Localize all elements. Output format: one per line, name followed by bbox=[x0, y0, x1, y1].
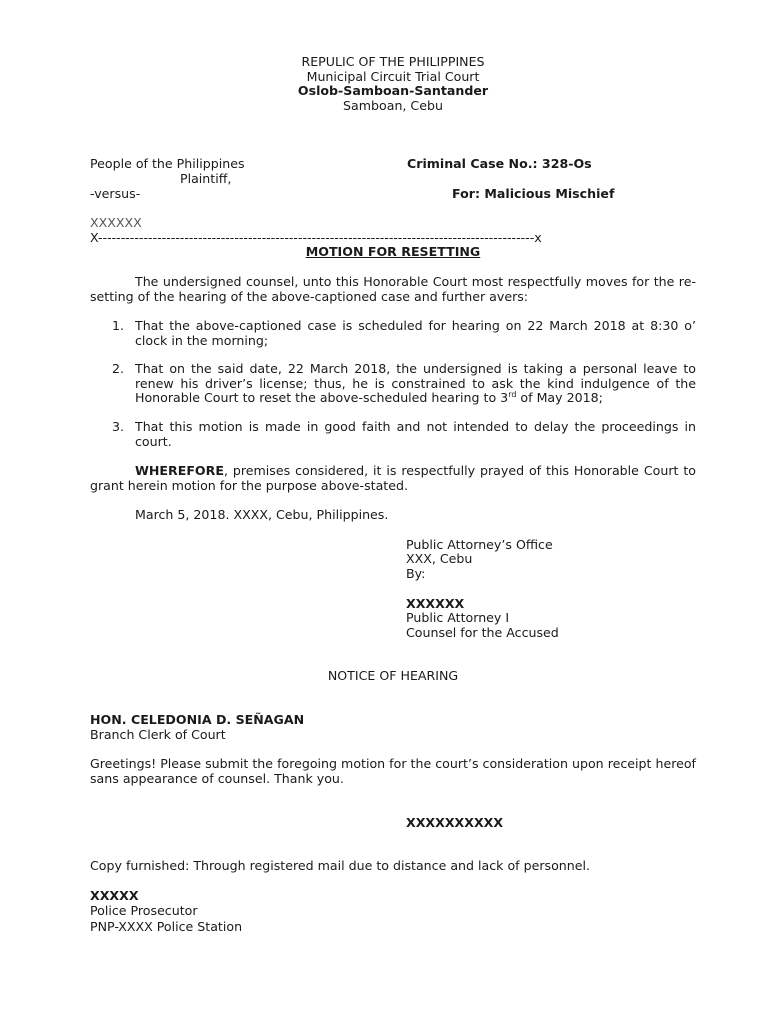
notice-addressee-name: HON. CELEDONIA D. SEÑAGAN bbox=[90, 712, 305, 727]
list-item-text-tail: of May 2018; bbox=[516, 390, 603, 406]
copy-recipient-name: XXXXX bbox=[90, 888, 139, 903]
signatory-name: XXXXXX bbox=[406, 596, 465, 611]
list-item-text-main: That on the said date, 22 March 2018, the undersigned is taking a personal leave to renew his driver’s license; thus, he is constrained to ask the kind indulgence of the Honorable Court to reset the above-scheduled hearing to 3 bbox=[135, 361, 696, 406]
copy-recipient-title: Police Prosecutor bbox=[90, 903, 198, 918]
header-court: Municipal Circuit Trial Court bbox=[306, 69, 480, 84]
notice-body: Greetings! Please submit the foregoing motion for the court’s consideration upon receipt hereof sans appearance of counsel. Thank you. bbox=[90, 756, 696, 786]
plaintiff-role: Plaintiff, bbox=[180, 171, 232, 186]
wherefore-paragraph bbox=[90, 464, 696, 493]
ordinal-suffix: rd bbox=[508, 390, 517, 399]
list-item-text bbox=[135, 362, 696, 406]
header-republic: REPULIC OF THE PHILIPPINES bbox=[301, 54, 485, 69]
wherefore-text: , premises considered, it is respectfully prayed of this Honorable Court to grant herein motion for the purpose above-stated. bbox=[90, 463, 696, 493]
signatory-role: Counsel for the Accused bbox=[406, 625, 559, 640]
notice-title: NOTICE OF HEARING bbox=[327, 668, 459, 683]
list-item-number: 1. bbox=[112, 318, 125, 333]
signatory-by: By: bbox=[406, 566, 426, 581]
case-number: Criminal Case No.: 328-Os bbox=[407, 156, 592, 171]
versus-label: -versus- bbox=[90, 186, 141, 201]
intro-paragraph: The undersigned counsel, unto this Honorable Court most respectfully moves for the re-setting of the hearing of the above-captioned case and further avers: bbox=[90, 274, 696, 304]
wherefore-keyword: WHEREFORE bbox=[135, 463, 224, 478]
signatory-office: Public Attorney’s Office bbox=[406, 537, 553, 552]
copy-furnished: Copy furnished: Through registered mail due to distance and lack of personnel. bbox=[90, 858, 591, 873]
list-item-text: That the above-captioned case is scheduled for hearing on 22 March 2018 at 8:30 o’ clock in the morning; bbox=[135, 318, 696, 348]
caption-divider: X------------------------------------------------------------------------------------------------x bbox=[90, 231, 542, 245]
accused-name: XXXXXX bbox=[90, 215, 142, 230]
notice-addressee-title: Branch Clerk of Court bbox=[90, 727, 226, 742]
list-item-text: That this motion is made in good faith and not intended to delay the proceedings in court. bbox=[135, 419, 696, 449]
notice-signer: XXXXXXXXXX bbox=[406, 815, 504, 830]
list-item-number: 3. bbox=[112, 419, 125, 434]
list-item-number: 2. bbox=[112, 361, 125, 376]
signatory-location: XXX, Cebu bbox=[406, 551, 473, 566]
copy-recipient-station: PNP-XXXX Police Station bbox=[90, 919, 243, 934]
motion-title: MOTION FOR RESETTING bbox=[305, 244, 481, 259]
signatory-position: Public Attorney I bbox=[406, 610, 510, 625]
case-offense: For: Malicious Mischief bbox=[452, 186, 615, 201]
header-location: Samboan, Cebu bbox=[343, 98, 443, 113]
plaintiff-name: People of the Philippines bbox=[90, 156, 245, 171]
date-line: March 5, 2018. XXXX, Cebu, Philippines. bbox=[135, 507, 389, 522]
header-branch: Oslob-Samboan-Santander bbox=[297, 83, 489, 98]
